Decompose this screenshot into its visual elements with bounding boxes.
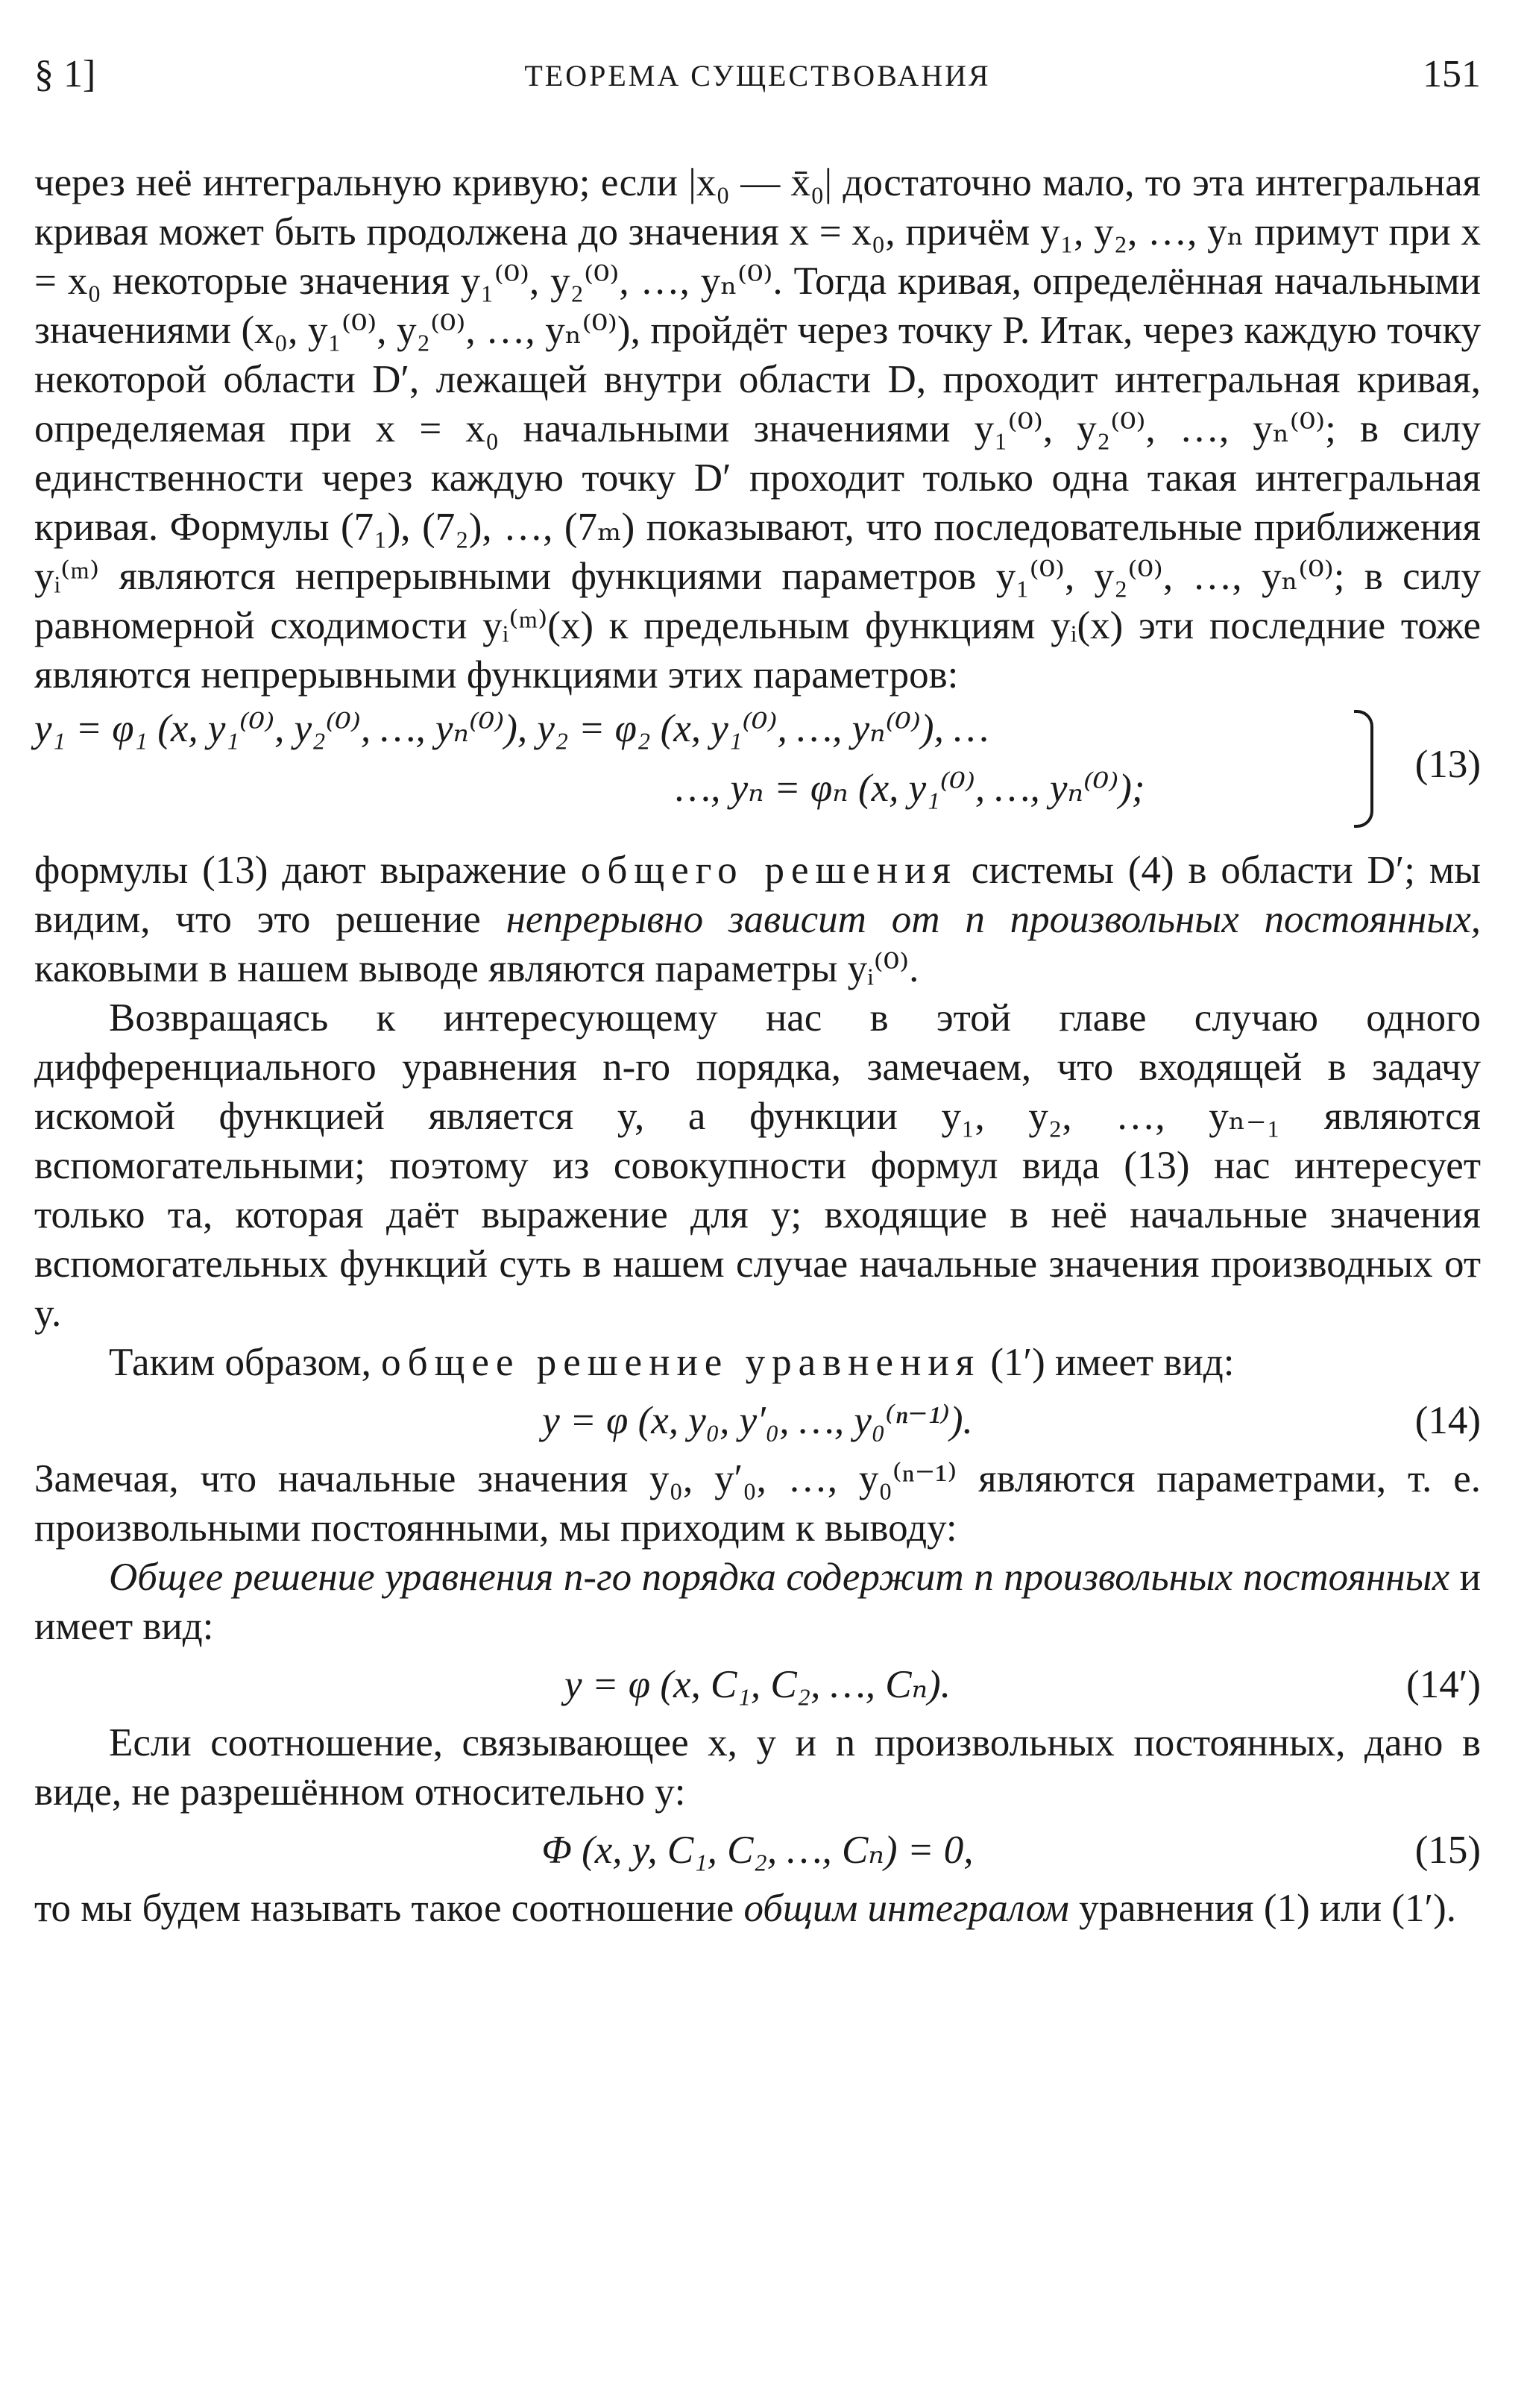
running-title: ТЕОРЕМА СУЩЕСТВОВАНИЯ (524, 59, 991, 92)
equation-14 (34, 1392, 1481, 1450)
text-span: Таким образом, (109, 1341, 371, 1384)
section-marker: § 1] (34, 53, 96, 95)
text-span: то мы будем называть такое соотношение (34, 1887, 734, 1930)
equation-13-line-1: y₁ = φ₁ (x, y₁⁽⁰⁾, y₂⁽⁰⁾, …, yₙ⁽⁰⁾), y₂ = φ₂ (x, y₁⁽⁰⁾, …, yₙ⁽⁰⁾), … (34, 707, 989, 750)
text-span: каковыми в нашем выводе являются параметры yᵢ⁽⁰⁾. (34, 947, 919, 990)
equation-13-number: (13) (1414, 743, 1481, 786)
equation-14-prime-formula: y = φ (x, C₁, C₂, …, Cₙ). (564, 1663, 951, 1706)
equation-14-number: (14) (1414, 1399, 1481, 1442)
right-brace (1354, 710, 1373, 828)
page-header (34, 52, 1481, 112)
italic-phrase: непрерывно зависит от n произвольных постоянных, (506, 898, 1482, 941)
equation-15-formula: Φ (x, y, C₁, C₂, …, Cₙ) = 0, (541, 1829, 974, 1872)
equation-13-line-2: …, yₙ = φₙ (x, y₁⁽⁰⁾, …, yₙ⁽⁰⁾); (676, 767, 1145, 810)
spaced-term: общее решение уравнения (381, 1341, 981, 1384)
paragraph-6 (34, 1553, 1481, 1651)
paragraph-3: Возвращаясь к интересующему нас в этой главе случаю одного дифференциального уравнения n-го порядка, замечаем, что входящей в задачу искомой функцией является y, а функции y₁, y₂, …, yₙ₋₁ являются вспомогательными; поэтому из совокупности формул вида (13) нас интересует только та, которая даёт выражение для y; входящие в неё начальные значения вспомогательных функций суть в нашем случае начальные значения производных от y. (34, 996, 1481, 1335)
paragraph-5: Замечая, что начальные значения y₀, y′₀, …, y₀⁽ⁿ⁻¹⁾ являются параметрами, т. е. произвольными постоянными, мы приходим к выводу: (34, 1457, 1481, 1550)
equation-14-prime-number: (14′) (1406, 1663, 1481, 1706)
text-span: и имеет вид: (34, 1556, 1481, 1648)
page-number: 151 (1423, 53, 1481, 95)
text-span: уравнения (1) или (1′). (1079, 1887, 1457, 1930)
text-span: формулы (13) дают выражение (34, 849, 567, 892)
equation-14-prime (34, 1656, 1481, 1714)
paragraph-1: через неё интегральную кривую; если |x₀ — x̄₀| достаточно мало, то эта интегральная кривая может быть продолжена до значения x = x₀, причём y₁, y₂, …, yₙ примут при x = x₀ некоторые значения y₁⁽⁰⁾, y₂⁽⁰⁾, …, yₙ⁽⁰⁾. Тогда кривая, определённая начальными значениями (x₀, y₁⁽⁰⁾, y₂⁽⁰⁾, …, yₙ⁽⁰⁾), пройдёт через точку P. Итак, через каждую точку некоторой области D′, лежащей внутри области D, проходит интегральная кривая, определяемая при x = x₀ начальными значениями y₁⁽⁰⁾, y₂⁽⁰⁾, …, yₙ⁽⁰⁾; в силу единственности через каждую точку D′ проходит только одна такая интегральная кривая. Формулы (7₁), (7₂), …, (7ₘ) показывают, что последовательные приближения yᵢ⁽ᵐ⁾ являются непрерывными функциями параметров y₁⁽⁰⁾, y₂⁽⁰⁾, …, yₙ⁽⁰⁾; в силу равномерной сходимости yᵢ⁽ᵐ⁾(x) к предельным функциям yᵢ(x) эти последние тоже являются непрерывными функциями этих параметров: (34, 161, 1481, 697)
paragraph-8 (34, 1884, 1481, 1933)
equation-13 (34, 704, 1481, 831)
italic-phrase: общим интегралом (743, 1887, 1069, 1930)
paragraph-7: Если соотношение, связывающее x, y и n произвольных постоянных, дано в виде, не разрешённом относительно y: (34, 1721, 1481, 1814)
page-body (34, 158, 1481, 1933)
text-span: системы (4) в области D′; мы видим, что это решение (34, 849, 1482, 941)
paragraph-2 (34, 846, 1481, 993)
spaced-term: общего решения (580, 849, 957, 892)
italic-phrase: Общее решение уравнения n-го порядка содержит n произвольных постоянных (109, 1556, 1450, 1599)
paragraph-4 (34, 1338, 1481, 1387)
text-span: (1′) имеет вид: (990, 1341, 1235, 1384)
equation-15 (34, 1821, 1481, 1879)
equation-14-formula: y = φ (x, y₀, y′₀, …, y₀⁽ⁿ⁻¹⁾). (542, 1399, 973, 1442)
equation-15-number: (15) (1414, 1829, 1481, 1872)
